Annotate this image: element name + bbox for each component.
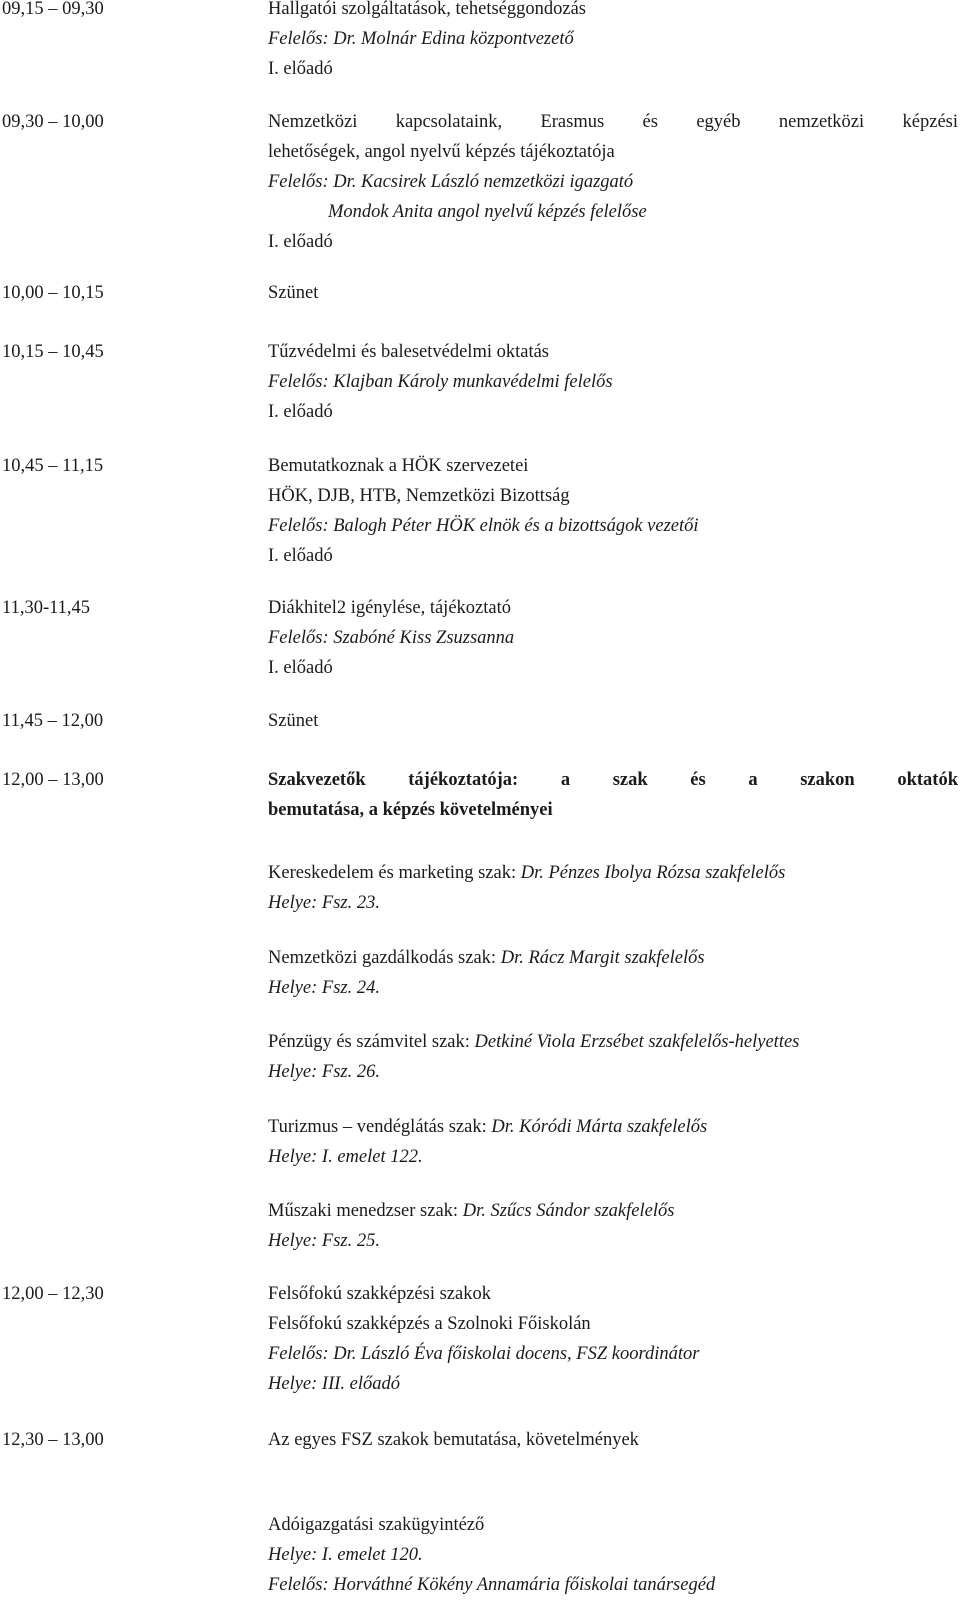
- session-subtitle: Felsőfokú szakképzés a Szolnoki Főiskolán: [268, 1314, 591, 1334]
- responsible-person: Felelős: Szabóné Kiss Zsuzsanna: [268, 628, 515, 648]
- time-slot: 11,45 – 12,00: [2, 711, 104, 731]
- schedule-entry: [268, 593, 958, 683]
- major-location: Helye: Fsz. 26.: [268, 1062, 380, 1082]
- time-slot: 12,00 – 12,30: [2, 1284, 104, 1304]
- major-location: Helye: Fsz. 24.: [268, 978, 380, 998]
- responsible-person: Felelős: Horváthné Kökény Annamária főiskolai tanársegéd: [268, 1575, 716, 1595]
- responsible-person: Felelős: Klajban Károly munkavédelmi felelős: [268, 372, 613, 392]
- major-location: Helye: Fsz. 23.: [268, 893, 380, 913]
- major-name: Adóigazgatási szakügyintéző: [268, 1515, 485, 1535]
- major-location: Helye: I. emelet 120.: [268, 1545, 423, 1565]
- major-name: Műszaki menedzser szak:: [268, 1201, 463, 1221]
- session-location: I. előadó: [268, 658, 333, 678]
- time-slot: 12,30 – 13,00: [2, 1430, 104, 1450]
- time-slot: 12,00 – 13,00: [2, 770, 104, 790]
- time-slot: 10,15 – 10,45: [2, 342, 104, 362]
- schedule-entry: [268, 451, 958, 571]
- major-location: Helye: Fsz. 25.: [268, 1231, 380, 1251]
- session-title: Tűzvédelmi és balesetvédelmi oktatás: [268, 342, 549, 362]
- time-slot: 10,45 – 11,15: [2, 456, 104, 476]
- session-location: Helye: III. előadó: [268, 1374, 401, 1394]
- major-entry: [268, 943, 958, 1003]
- session-title-continued: lehetőségek, angol nyelvű képzés tájékoztatója: [268, 142, 615, 162]
- major-head: Dr. Kóródi Márta szakfelelős: [491, 1117, 708, 1137]
- schedule-entry: [268, 706, 958, 736]
- session-location: I. előadó: [268, 59, 333, 79]
- time-slot: 09,30 – 10,00: [2, 112, 104, 132]
- session-title: Diákhitel2 igénylése, tájékoztató: [268, 598, 511, 618]
- time-slot: 09,15 – 09,30: [2, 0, 104, 19]
- major-name: Pénzügy és számvitel szak:: [268, 1032, 475, 1052]
- schedule-entry: [268, 337, 958, 427]
- major-head: Dr. Rácz Margit szakfelelős: [500, 948, 705, 968]
- schedule-entry: [268, 0, 958, 84]
- major-name: Nemzetközi gazdálkodás szak:: [268, 948, 501, 968]
- session-location: I. előadó: [268, 232, 333, 252]
- session-title: Az egyes FSZ szakok bemutatása, követelmények: [268, 1430, 639, 1450]
- session-title: Szakvezetők tájékoztatója: a szak és a szakon oktatók: [268, 770, 958, 790]
- major-entry: [268, 1027, 958, 1087]
- schedule-entry: [268, 765, 958, 825]
- break-label: Szünet: [268, 283, 319, 303]
- responsible-person: Felelős: Dr. Kacsirek László nemzetközi igazgató: [268, 172, 634, 192]
- responsible-person: Felelős: Dr. László Éva főiskolai docens, FSZ koordinátor: [268, 1344, 700, 1364]
- major-entry: [268, 1196, 958, 1256]
- schedule-entry: [268, 107, 958, 257]
- major-name: Turizmus – vendéglátás szak:: [268, 1117, 492, 1137]
- time-slot: 11,30-11,45: [2, 598, 91, 618]
- major-entry: [268, 858, 958, 918]
- session-title: Felsőfokú szakképzési szakok: [268, 1284, 491, 1304]
- major-head: Dr. Pénzes Ibolya Rózsa szakfelelős: [520, 863, 786, 883]
- session-subtitle: HÖK, DJB, HTB, Nemzetközi Bizottság: [268, 486, 570, 506]
- major-head: Dr. Szűcs Sándor szakfelelős: [462, 1201, 675, 1221]
- session-title: Hallgatói szolgáltatások, tehetséggondozás: [268, 0, 587, 19]
- fsz-major-entry: [268, 1510, 958, 1600]
- session-title: Bemutatkoznak a HÖK szervezetei: [268, 456, 529, 476]
- session-location: I. előadó: [268, 402, 333, 422]
- session-title: Nemzetközi kapcsolataink, Erasmus és egyéb nemzetközi képzési: [268, 112, 958, 132]
- session-title-continued: bemutatása, a képzés követelményei: [268, 800, 553, 820]
- major-location: Helye: I. emelet 122.: [268, 1147, 423, 1167]
- session-location: I. előadó: [268, 546, 333, 566]
- major-entry: [268, 1112, 958, 1172]
- major-name: Kereskedelem és marketing szak:: [268, 863, 521, 883]
- responsible-person-second: Mondok Anita angol nyelvű képzés felelőse: [328, 202, 647, 222]
- major-head: Detkiné Viola Erzsébet szakfelelős-helyettes: [474, 1032, 800, 1052]
- responsible-person: Felelős: Dr. Molnár Edina központvezető: [268, 29, 574, 49]
- schedule-entry: [268, 1279, 958, 1399]
- responsible-person: Felelős: Balogh Péter HÖK elnök és a bizottságok vezetői: [268, 516, 699, 536]
- break-label: Szünet: [268, 711, 319, 731]
- time-slot: 10,00 – 10,15: [2, 283, 104, 303]
- schedule-entry: [268, 1425, 958, 1455]
- schedule-entry: [268, 278, 958, 308]
